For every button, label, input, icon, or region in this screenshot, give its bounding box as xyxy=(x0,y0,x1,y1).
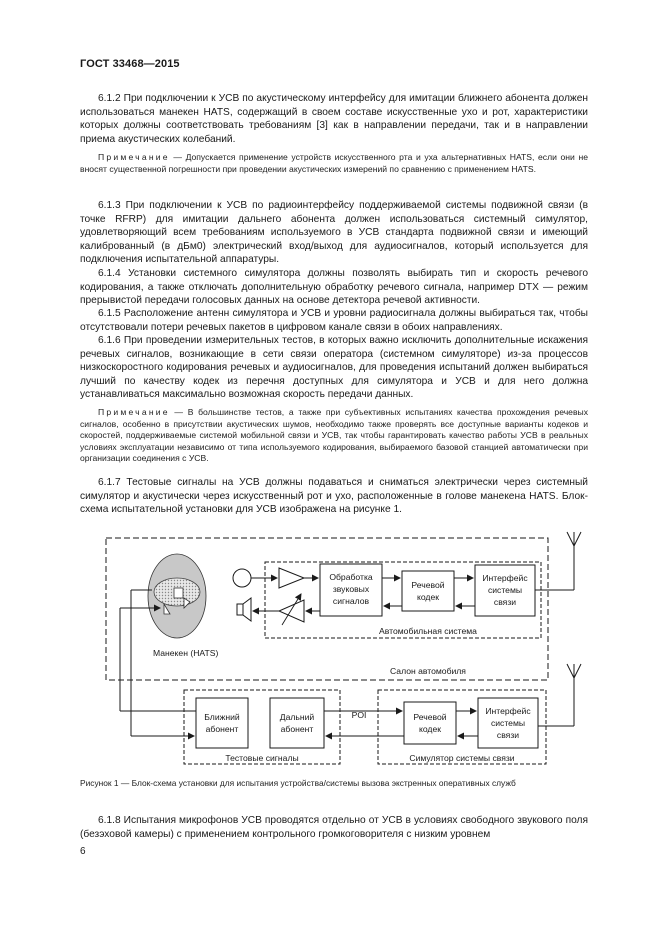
paragraph-6-1-6: 6.1.6 При проведении измерительных тестов, в которых важно исключить дополнительные искажения речевых сигналов, возникающие в сети связи оператора (системном симуляторе) из-за процессов низкоскоростного кодирования речевых и аудиосигналов, для проведения испытаний должен выбираться лучший по качеству кодек из перечня доступных для симулятора и УСВ и для него должна устанавливаться максимально возможная скорость передачи данных. xyxy=(80,335,588,401)
audio-block-line3: сигналов xyxy=(332,596,370,606)
label-poi: POI xyxy=(351,710,367,720)
near-block-line1: Ближний xyxy=(204,712,240,722)
paragraph-6-1-8: 6.1.8 Испытания микрофонов УСВ проводятся отдельно от УСВ в условиях свободного звукового поля (безэховой камеры) с применением контрольного громкоговорителя с низким уровнем xyxy=(80,815,588,840)
iface-block-line2: системы xyxy=(487,585,523,595)
label-mannequin: Манекен (HATS) xyxy=(153,648,219,658)
note-2-label: Примечание xyxy=(98,407,170,417)
paragraph-6-1-7: 6.1.7 Тестовые сигналы на УСВ должны подаваться и сниматься электрически через системный симулятор и акустически через искусственный рот и ухо, расположенные в голове манекена HATS. Блок-схема испытательной установки для УСВ изображена на рисунке 1. xyxy=(80,477,588,516)
mannequin-icon xyxy=(148,554,206,638)
near-subscriber-block xyxy=(196,698,248,748)
paragraph-6-1-3: 6.1.3 При подключении к УСВ по радиоинтерфейсу поддерживаемой системы подвижной связи (в точке RFRP) для имитации дальнего абонента должен использоваться системный симулятор, удовлетворяющий всем требованиям используемого в УСВ стандарта подвижной связи и имеющий калиброванный (в дБм0) электрический вход/выход для аудиосигналов, который используется для подключения испытательной аппаратуры. xyxy=(80,200,588,266)
note-1 xyxy=(80,152,588,175)
antenna-icon-top xyxy=(567,532,581,590)
mic-amplifier xyxy=(279,568,304,588)
note-1-text: — Допускается применение устройств искусственного рта и уха альтернативных HATS, если они не вносят существенной погрешности при проведении акустических измерений по сравнению с применением HATS. xyxy=(80,152,588,174)
far-block-line1: Дальний xyxy=(279,712,315,722)
speaker-icon xyxy=(237,598,251,621)
note-2-text: — В большинстве тестов, а также при субъективных испытаниях качества прохождения речевых сигналов, особенно в присутствии акустических шумов, необходимо также проверять все доступные варианты кодеков и скоростей, поддерживаемые системой мобильной связи и УСВ, так чтобы гарантировать качество работы УСВ в реальных условиях эксплуатации независимо от типа используемого кодирования, выбираемого базовой станцией автоматически при организации соединения с УСВ. xyxy=(80,407,588,464)
label-simulator: Симулятор системы связи xyxy=(409,753,515,763)
figure-caption: Рисунок 1 — Блок-схема установки для испытания устройства/системы вызова экстренных оперативных служб xyxy=(80,778,516,788)
antenna-icon-bottom xyxy=(567,664,581,726)
speech-codec-block-2 xyxy=(404,702,456,744)
codec2-block-line1: Речевой xyxy=(413,712,447,722)
codec2-block-line2: кодек xyxy=(418,724,442,734)
microphone-icon xyxy=(233,569,251,587)
iface-block-line3: связи xyxy=(493,597,517,607)
note-2 xyxy=(80,407,588,465)
paragraph-6-1-4: 6.1.4 Установки системного симулятора должны позволять выбирать тип и скорость речевого кодирования, а также отключать дополнительную обработку речевого сигнала, например DTX — режим прерывистой передачи голосовых данных на основе детектора речевой активности. xyxy=(80,268,588,307)
label-test-signals: Тестовые сигналы xyxy=(225,753,299,763)
block-diagram xyxy=(98,528,592,772)
iface2-block-line1: Интерфейс xyxy=(485,706,531,716)
label-car-system: Автомобильная система xyxy=(379,626,477,636)
far-block-line2: абонент xyxy=(280,724,314,734)
codec-block-line2: кодек xyxy=(416,592,440,602)
paragraph-6-1-5: 6.1.5 Расположение антенн симулятора и УСВ и уровни радиосигнала должны выбираться так, чтобы отсутствовали потери речевых пакетов в цифровом канале связи в обоих направлениях. xyxy=(80,308,588,333)
label-cabin: Салон автомобиля xyxy=(390,666,466,676)
iface2-block-line2: системы xyxy=(490,718,526,728)
far-subscriber-block xyxy=(270,698,324,748)
codec-block-line1: Речевой xyxy=(411,580,445,590)
note-1-label: Примечание xyxy=(98,152,170,162)
iface2-block-line3: связи xyxy=(496,730,520,740)
audio-block-line2: звуковых xyxy=(332,584,370,594)
iface-block-line1: Интерфейс xyxy=(482,573,528,583)
page-number: 6 xyxy=(80,846,86,857)
audio-block-line1: Обработка xyxy=(329,572,373,582)
speaker-amplifier xyxy=(279,600,304,622)
speech-codec-block xyxy=(402,571,454,611)
near-block-line2: абонент xyxy=(205,724,239,734)
standard-header: ГОСТ 33468—2015 xyxy=(80,58,180,70)
paragraph-6-1-2: 6.1.2 При подключении к УСВ по акустическому интерфейсу для имитации ближнего абонента должен использоваться манекен HATS, содержащий в своем составе искусственные ухо и рот, характеристики которых должны соответствовать требованиям [3] как в направлении передачи, так и в направлении приема акустических колебаний. xyxy=(80,93,588,145)
